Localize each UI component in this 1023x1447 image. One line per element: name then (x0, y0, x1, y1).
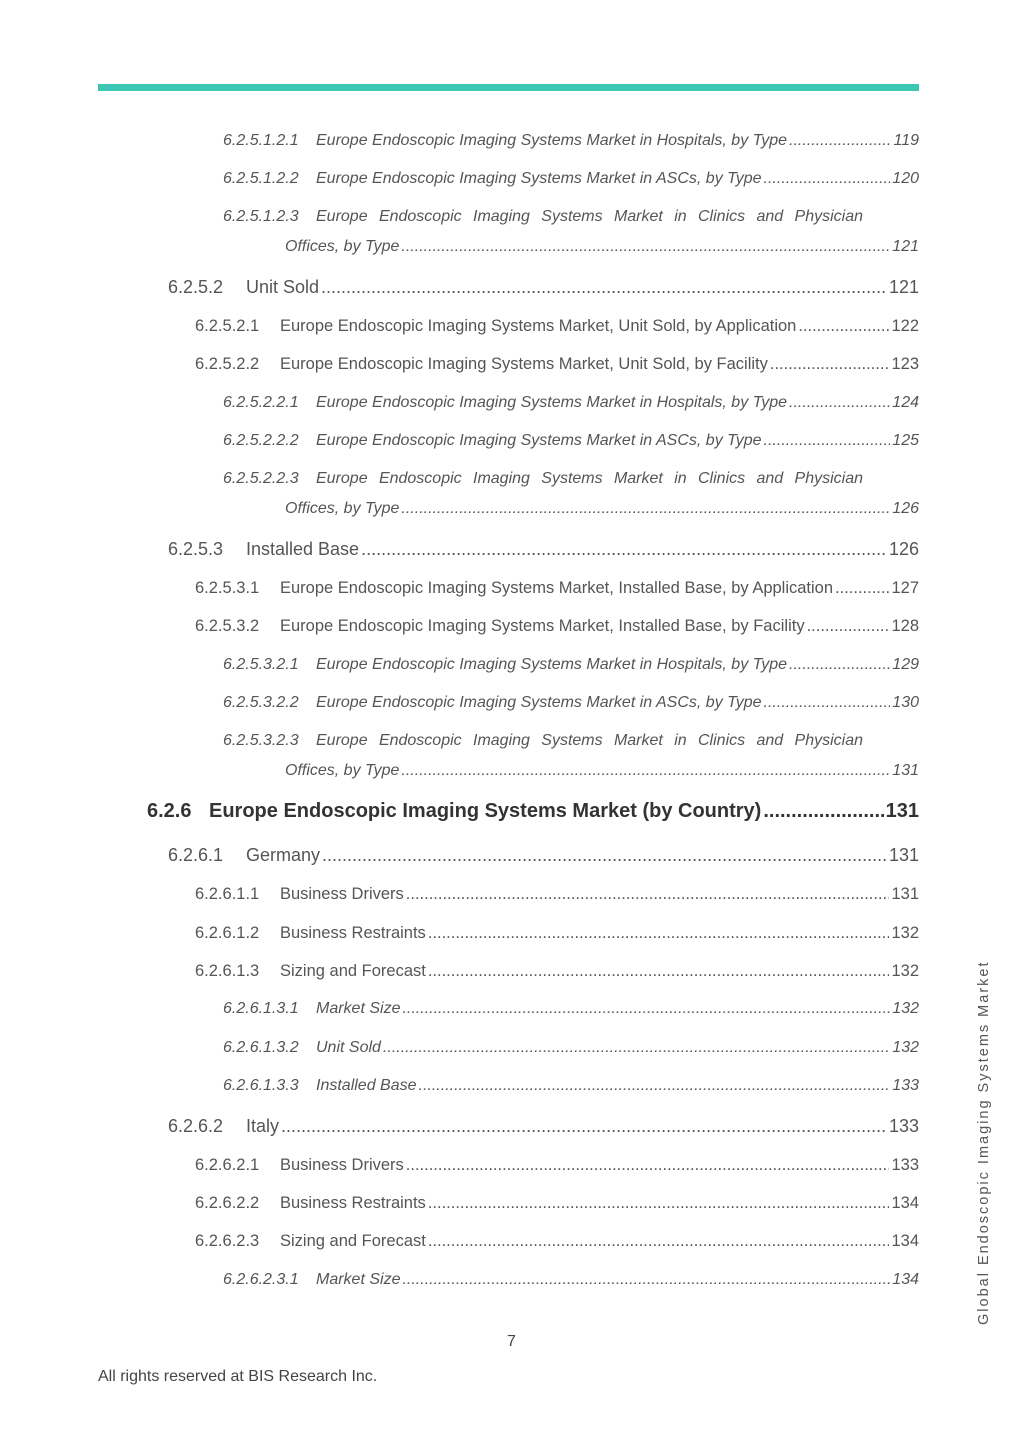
toc-entry-title: Europe Endoscopic Imaging Systems Market (by Country) (209, 800, 762, 822)
toc-entry-number: 6.2.5.3.2.2 (223, 694, 299, 711)
toc-entry-number: 6.2.5.1.2.3 (223, 208, 299, 225)
toc-entry-page: 119 (893, 132, 919, 149)
toc-entry[interactable] (168, 277, 919, 298)
toc-entry-title: Europe Endoscopic Imaging Systems Market in Hospitals, by Type (316, 132, 788, 149)
toc-entry-number: 6.2.6.1.3.1 (223, 1000, 299, 1017)
toc-leader-dots (789, 656, 890, 674)
toc-entry-title: Europe Endoscopic Imaging Systems Market in ASCs, by Type (316, 170, 762, 187)
toc-entry-number: 6.2.6.2.3 (195, 1232, 260, 1250)
toc-entry[interactable] (223, 732, 919, 750)
toc-entry-number: 6.2.6.2.1 (195, 1156, 260, 1174)
toc-entry-continuation[interactable] (285, 238, 919, 256)
toc-leader-dots (798, 317, 889, 336)
toc-entry-title: Europe Endoscopic Imaging Systems Market, Installed Base, by Application (280, 579, 834, 597)
toc-entry-title: Market Size (316, 1271, 401, 1288)
toc-entry-page: 133 (891, 1156, 919, 1174)
toc-leader-dots (406, 1156, 890, 1175)
toc-entry[interactable] (223, 1077, 919, 1095)
toc-leader-dots (419, 1077, 891, 1095)
toc-entry[interactable] (195, 1232, 919, 1251)
toc-entry[interactable] (195, 1194, 919, 1213)
page-number: 7 (507, 1333, 516, 1350)
toc-entry[interactable] (223, 132, 919, 150)
toc-entry[interactable] (223, 208, 919, 226)
toc-leader-dots (764, 694, 891, 712)
toc-leader-dots (322, 845, 887, 866)
toc-leader-dots (789, 132, 891, 150)
toc-leader-dots (764, 432, 891, 450)
toc-entry-page: 132 (891, 924, 919, 942)
toc-entry[interactable] (195, 962, 919, 981)
toc-entry-title: Business Drivers (280, 1156, 404, 1174)
toc-entry-number: 6.2.6.1.3.3 (223, 1077, 299, 1094)
toc-entry-title: Installed Base (316, 1077, 417, 1094)
toc-entry-title: Sizing and Forecast (280, 1232, 426, 1250)
toc-entry[interactable] (168, 1116, 919, 1137)
toc-leader-dots (428, 962, 890, 981)
footer-copyright: All rights reserved at BIS Research Inc. (98, 1368, 378, 1385)
toc-leader-dots (789, 394, 890, 412)
toc-entry[interactable] (195, 1156, 919, 1175)
toc-leader-dots (406, 885, 890, 904)
toc-entry[interactable] (195, 579, 919, 598)
toc-entry-title: Business Drivers (280, 885, 404, 903)
toc-entry-title: Europe Endoscopic Imaging Systems Market, Unit Sold, by Facility (280, 355, 768, 373)
toc-entry-page: 132 (892, 1000, 919, 1017)
toc-entry-title: Installed Base (246, 539, 360, 559)
toc-entry[interactable] (223, 470, 919, 488)
toc-leader-dots (764, 170, 891, 188)
toc-entry-number: 6.2.5.3 (168, 539, 224, 559)
toc-entry-page: 131 (891, 885, 919, 903)
toc-entry-title: Europe Endoscopic Imaging Systems Market in Clinics and Physician (316, 732, 863, 749)
toc-entry-title: Europe Endoscopic Imaging Systems Market in Clinics and Physician (316, 208, 863, 225)
toc-entry-title: Europe Endoscopic Imaging Systems Market, Installed Base, by Facility (280, 617, 805, 635)
toc-entry-number: 6.2.6.1.3 (195, 962, 260, 980)
toc-entry[interactable] (195, 924, 919, 943)
toc-entry-page: 127 (891, 579, 919, 597)
toc-entry-page: 120 (892, 170, 919, 187)
toc-entry[interactable] (195, 885, 919, 904)
toc-entry-title: Business Restraints (280, 1194, 426, 1212)
toc-entry-page: 130 (892, 694, 919, 711)
toc-entry-number: 6.2.5.2.2 (195, 355, 260, 373)
toc-entry[interactable] (223, 1271, 919, 1289)
toc-entry-title: Europe Endoscopic Imaging Systems Market in Clinics and Physician (316, 470, 863, 487)
toc-entry-number: 6.2.5.3.2.3 (223, 732, 299, 749)
toc-leader-dots (763, 800, 883, 823)
toc-entry-number: 6.2.6.1.1 (195, 885, 260, 903)
header-accent-bar (98, 84, 919, 91)
toc-entry[interactable] (195, 317, 919, 336)
toc-entry-title: Market Size (316, 1000, 401, 1017)
toc-leader-dots (770, 355, 890, 374)
toc-leader-dots (383, 1039, 890, 1057)
toc-entry[interactable] (168, 539, 919, 560)
side-running-title: Global Endoscopic Imaging Systems Market (976, 960, 992, 1325)
toc-entry[interactable] (168, 845, 919, 866)
toc-entry-page: 134 (891, 1232, 919, 1250)
toc-entry-title: Europe Endoscopic Imaging Systems Market in Hospitals, by Type (316, 656, 788, 673)
toc-entry[interactable] (195, 617, 919, 636)
toc-entry-number: 6.2.6.2.2 (195, 1194, 260, 1212)
toc-leader-dots (835, 579, 889, 598)
toc-leader-dots (321, 277, 887, 298)
toc-entry-number: 6.2.6.1 (168, 845, 224, 865)
toc-leader-dots (401, 238, 890, 256)
toc-entry-title: Italy (246, 1116, 280, 1136)
toc-entry-number: 6.2.6.1.3.2 (223, 1039, 299, 1056)
toc-entry-title: Europe Endoscopic Imaging Systems Market, Unit Sold, by Application (280, 317, 797, 335)
toc-entry-page: 122 (891, 317, 919, 335)
toc-entry-number: 6.2.5.2.2.1 (223, 394, 299, 411)
toc-leader-dots (281, 1116, 887, 1137)
toc-entry[interactable] (223, 1039, 919, 1057)
toc-entry-title: Europe Endoscopic Imaging Systems Market in Hospitals, by Type (316, 394, 788, 411)
toc-entry[interactable] (223, 694, 919, 712)
toc-entry-page: 131 (888, 845, 919, 865)
toc-entry-number: 6.2.5.1.2.2 (223, 170, 299, 187)
toc-entry-page: 131 (892, 762, 919, 779)
toc-leader-dots (402, 1271, 890, 1289)
toc-entry-title: Sizing and Forecast (280, 962, 426, 980)
toc-entry-page: 129 (892, 656, 919, 673)
toc-entry-page: 128 (891, 617, 919, 635)
toc-entry[interactable] (223, 394, 919, 412)
toc-entry[interactable] (223, 656, 919, 674)
toc-entry-page: 132 (891, 962, 919, 980)
toc-entry-title: Offices, by Type (285, 238, 400, 255)
toc-entry-section[interactable] (147, 800, 919, 823)
toc-entry-page: 126 (892, 500, 919, 517)
toc-entry-title: Germany (246, 845, 321, 865)
toc-entry-page: 134 (891, 1194, 919, 1212)
toc-entry-title: Business Restraints (280, 924, 426, 942)
toc-entry-page: 124 (892, 394, 919, 411)
toc-entry-title: Unit Sold (246, 277, 320, 297)
toc-entry-page: 125 (892, 432, 919, 449)
toc-entry[interactable] (223, 432, 919, 450)
toc-entry-number: 6.2.5.2.1 (195, 317, 260, 335)
toc-entry-number: 6.2.6.1.2 (195, 924, 260, 942)
toc-entry-number: 6.2.6.2.3.1 (223, 1271, 299, 1288)
toc-leader-dots (401, 762, 890, 780)
toc-entry-number: 6.2.5.1.2.1 (223, 132, 299, 149)
toc-entry-number: 6.2.6 (147, 800, 192, 822)
toc-entry-number: 6.2.5.3.2 (195, 617, 260, 635)
toc-entry-page: 121 (888, 277, 919, 297)
toc-entry-title: Offices, by Type (285, 500, 400, 517)
toc-entry-number: 6.2.5.3.1 (195, 579, 260, 597)
toc-entry-page: 133 (888, 1116, 919, 1136)
toc-entry-page: 123 (891, 355, 919, 373)
toc-entry-continuation[interactable] (285, 762, 919, 780)
toc-entry-title: Europe Endoscopic Imaging Systems Market in ASCs, by Type (316, 432, 762, 449)
toc-entry-title: Offices, by Type (285, 762, 400, 779)
toc-entry-continuation[interactable] (285, 500, 919, 518)
toc-entry-number: 6.2.6.2 (168, 1116, 224, 1136)
toc-entry-number: 6.2.5.2 (168, 277, 224, 297)
toc-leader-dots (361, 539, 887, 560)
toc-entry-page: 121 (892, 238, 919, 255)
toc-entry-page: 134 (892, 1271, 919, 1288)
toc-leader-dots (402, 1000, 890, 1018)
toc-entry-number: 6.2.5.3.2.1 (223, 656, 299, 673)
toc-entry-page: 131 (885, 800, 919, 822)
toc-leader-dots (807, 617, 890, 636)
toc-leader-dots (401, 500, 890, 518)
toc-entry-title: Europe Endoscopic Imaging Systems Market in ASCs, by Type (316, 694, 762, 711)
toc-entry[interactable] (195, 355, 919, 374)
toc-entry-number: 6.2.5.2.2.3 (223, 470, 299, 487)
toc-entry-page: 126 (888, 539, 919, 559)
toc-leader-dots (428, 1194, 890, 1213)
toc-entry[interactable] (223, 170, 919, 188)
toc-entry-page: 132 (892, 1039, 919, 1056)
toc-entry[interactable] (223, 1000, 919, 1018)
toc-leader-dots (428, 924, 890, 943)
toc-entry-title: Unit Sold (316, 1039, 381, 1056)
toc-entry-number: 6.2.5.2.2.2 (223, 432, 299, 449)
toc-entry-page: 133 (892, 1077, 919, 1094)
toc-leader-dots (428, 1232, 890, 1251)
